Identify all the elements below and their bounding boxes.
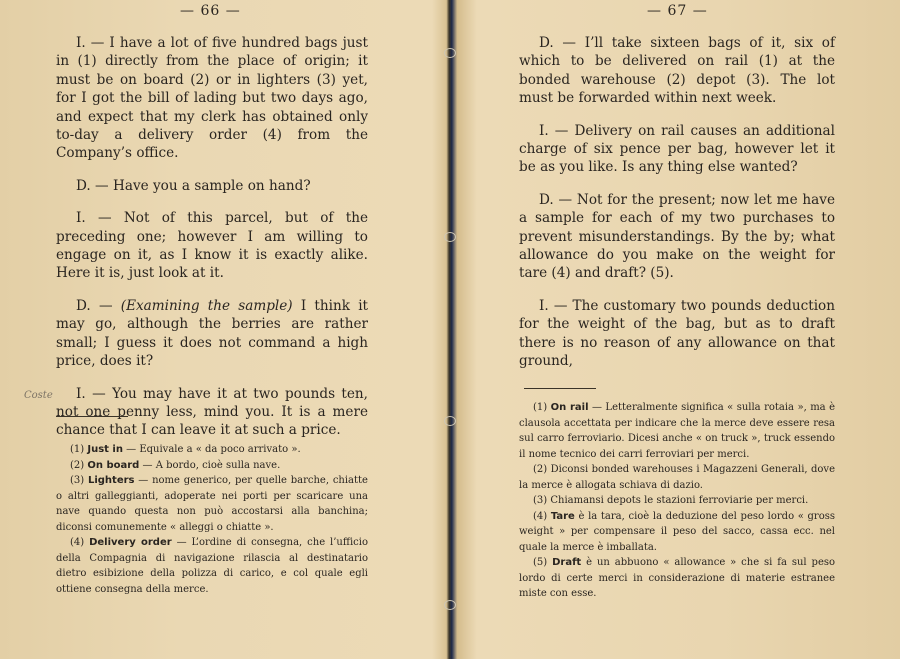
footnote-text: — nome generico, per quelle barche, chiatte o altri galleggianti, adoperate nei porti per scaricare una nave quando questa non può accostarsi alla banchina; diconsi comunemente « alleggi o chiatte ». [56,475,368,533]
footnote-text: — A bordo, cioè sulla nave. [142,459,281,471]
right-page [462,0,900,659]
footnotes [519,400,835,602]
dialogue-paragraph [519,297,835,371]
speaker: D. — [76,177,109,194]
footnote [519,400,835,462]
footnote-term: On rail [550,402,589,413]
paragraph-text: I’ll take sixteen bags of it, six of which to be delivered on rail (1) at the bonded warehouse (2) depot (3). The lot must be forwarded within next week. [519,35,835,107]
footnote-term: On board [87,459,140,471]
paragraph-text: I have a lot of five hundred bags just in (1) directly from the place of origin; it must be on board (2) or in lighters (3) yet, for I got the bill of lading but two days ago, and expect that my clerk has obtained only to-day a delivery order (4) from the Company’s office. [56,35,369,162]
book-spine [441,0,459,659]
speaker: I. — [76,35,105,51]
page-number: — 67 — [647,3,708,19]
footnote-divider [56,416,128,417]
footnote-term: Just in [87,444,123,455]
footnote [56,458,368,474]
dialogue-paragraph [519,34,835,108]
margin-annotation: Coste [24,390,53,401]
page-body [56,34,368,454]
footnotes [56,442,368,597]
footnote-number: (3) [70,475,85,486]
footnote [519,555,835,602]
footnote [56,535,368,597]
dialogue-paragraph [56,385,368,440]
speaker: I. — [76,210,112,227]
dialogue-paragraph [56,34,368,163]
left-page [0,0,440,659]
footnote-text: — L’ordine di consegna, che l’ufficio della Compagnia di navigazione rilascia al destinatario dietro esibizione della polizza di carico, e col quale egli ottiene consegna della merce. [56,537,368,595]
dialogue-paragraph [56,209,368,283]
footnote-text: è la tara, cioè la deduzione del peso lordo « gross weight » per compensare il peso del sacco, cassa ecc. nel quale la merce è imballata. [519,510,835,553]
paragraph-text: I think it may go, although the berries are rather small; I guess it does not command a high price, does it? [56,297,369,370]
binding-stitch [444,416,456,426]
page-body [519,34,835,385]
footnote-term: Lighters [87,475,135,486]
footnote-text: è un abbuono « allowance » che si fa sul peso lordo di certe merci in considerazione di materie estranee miste con esse. [519,557,836,599]
speaker: D. — [539,35,577,51]
footnote-text: — Equivale a « da poco arrivato ». [126,444,301,455]
paragraph-text: You may have it at two pounds ten, not one penny less, mind you. It is a mere chance that I can leave it at such a price. [56,385,369,439]
footnote-text: Diconsi bonded warehouses i Magazzeni Generali, dove la merce è allogata schiava di dazio. [519,464,835,491]
footnote-number: (4) [70,537,85,548]
footnote-number: (2) [70,459,85,471]
paragraph-text: Not of this parcel, but of the preceding one; however I am willing to engage on it, as I know it is exactly alike. Here it is, just look at it. [56,210,368,282]
page-number: — 66 — [180,3,241,19]
footnote-text: Chiamansi depots le stazioni ferroviarie per merci. [550,495,809,506]
paragraph-text: Not for the present; now let me have a sample for each of my two purchases to prevent misunderstandings. By the by; what allowance do you make on the weight for tare (4) and draft? (5). [519,191,835,282]
footnote-term: Delivery order [89,537,172,548]
speaker: D. — [76,297,113,314]
footnote-number: (1) [533,402,548,413]
footnote [56,473,368,535]
stage-direction: (Examining the sample) [120,297,293,314]
binding-stitch [444,600,456,610]
footnote-term: Tare [550,510,575,522]
footnote-term: Draft [552,557,582,568]
footnote [519,493,835,509]
footnote-number: (2) [533,464,548,475]
footnote-number: (1) [70,444,85,455]
dialogue-paragraph [519,122,835,177]
paragraph-text: Have you a sample on hand? [112,177,311,194]
footnote-number: (4) [533,510,548,522]
footnote-divider [524,388,596,389]
footnote-number: (3) [533,495,548,506]
paragraph-text: Delivery on rail causes an additional charge of six pence per bag, however let it be as you like. Is any thing else wanted? [519,122,835,176]
speaker: I. — [539,122,569,139]
footnote [519,462,835,493]
dialogue-paragraph [56,177,368,195]
speaker: I. — [76,385,106,402]
footnote [56,442,368,458]
footnote-number: (5) [533,557,548,568]
binding-stitch [444,48,456,58]
footnote [519,509,835,556]
footnote-text: — Letteralmente significa « sulla rotaia », ma è clausola accettata per indicare che la merce deve essere resa sul carro ferroviario. Dicesi anche « on truck », truck essendo il nome tecnico dei carri ferroviari per merci. [519,402,835,460]
binding-stitch [444,232,456,242]
speaker: I. — [539,297,568,314]
dialogue-paragraph [519,191,835,283]
speaker: D. — [539,191,573,208]
dialogue-paragraph [56,297,368,371]
paragraph-text: The customary two pounds deduction for the weight of the bag, but as to draft there is no reason of any allowance on that ground, [519,297,835,370]
